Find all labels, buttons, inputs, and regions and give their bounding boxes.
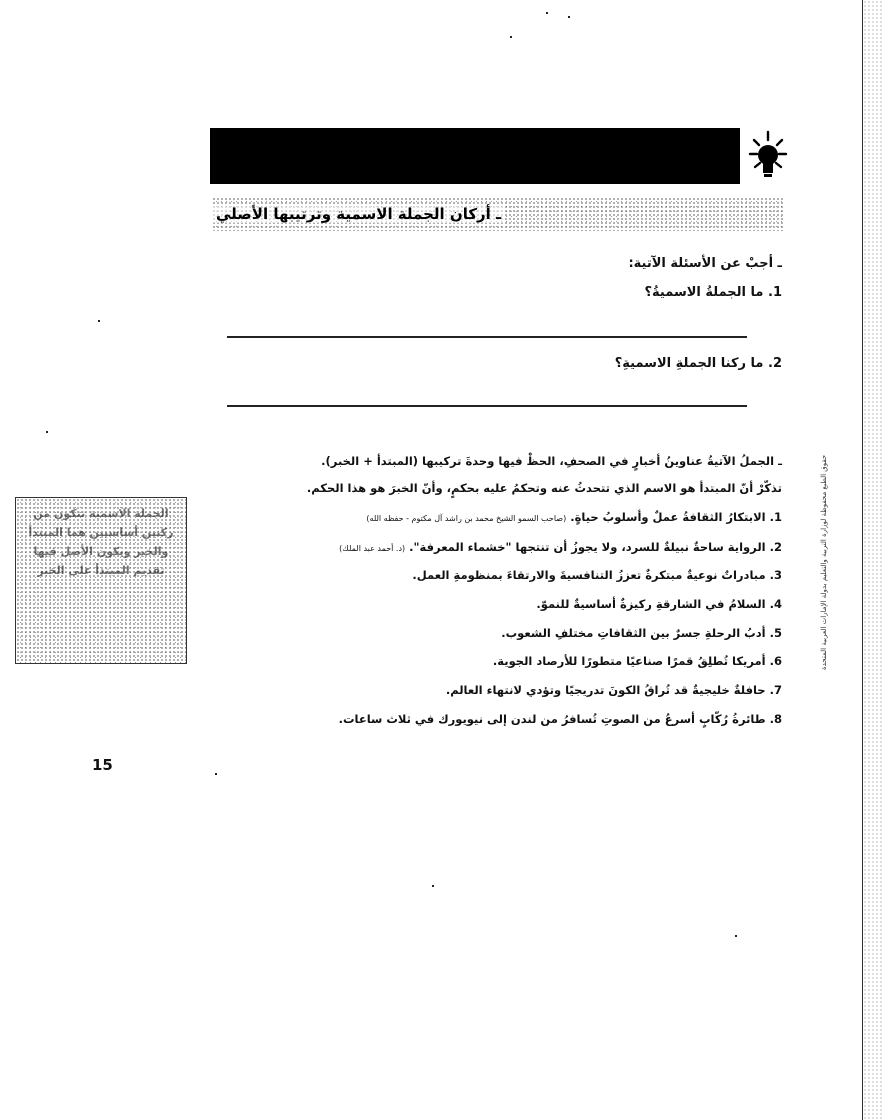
section-title-text: ـ أركان الجملة الاسمية وترتيبها الأصلي [212, 205, 505, 223]
sentence-attribution: (د. أحمد عبد الملك) [339, 544, 406, 553]
sentence-number: 5. [769, 626, 782, 640]
lightbulb-icon [748, 126, 788, 186]
scan-speck [735, 935, 737, 937]
sentence-6 [380, 654, 782, 668]
sentence-number: 2. [769, 540, 782, 554]
spine-text: حقوق الطبع محفوظة لوزارة التربية والتعليم بدولة الإمارات العربية المتحدة [820, 454, 828, 670]
sentence-text: السلامُ في الشارقةِ ركيزةٌ أساسيةٌ للنموّ. [536, 597, 766, 611]
sentence-3 [300, 568, 782, 582]
sentence-5 [400, 626, 782, 640]
intro-line-2 [210, 481, 782, 495]
intro-line-1-text: ـ الجملُ الآتيةُ عناوينُ أخبارٍ في الصحفِ، الحظْ فيها وحدةَ تركيبها (المبتدأ + الخبر). [321, 454, 782, 468]
sentence-2 [210, 540, 782, 554]
question-2 [470, 356, 782, 371]
page-number: 15 [92, 756, 113, 774]
sentence-number: 4. [769, 597, 782, 611]
scan-speck [568, 16, 570, 18]
sentence-number: 8. [769, 712, 782, 726]
sentence-number: 1. [769, 510, 782, 524]
sentence-text: أمريكا تُطلِقُ قمرًا صناعيًا متطورًا للأرصاد الجوية. [492, 654, 766, 668]
question-text: ما ركنا الجملةِ الاسميةِ؟ [614, 356, 764, 371]
header-bar [210, 128, 740, 184]
sentence-text: مبادراتٌ نوعيةٌ مبتكرةٌ تعززُ التنافسيةَ والارتقاءَ بمنظومةِ العمل. [412, 568, 766, 582]
sentence-text: حافلةٌ خليجيةٌ قد تُراقُ الكونَ تدريجيًا وتؤدي لانتهاء العالم. [445, 683, 766, 697]
sentence-attribution: (صاحب السمو الشيخ محمد بن راشد آل مكتوم - حفظه الله) [366, 514, 567, 523]
sentence-7 [330, 683, 782, 697]
sentence-8 [240, 712, 782, 726]
sentence-text: طائرةُ رُكّابٍ أسرعُ من الصوتِ تُسافرُ من لندن إلى نيويورك في ثلاث ساعات. [338, 712, 766, 726]
section-title [212, 197, 784, 231]
sentence-number: 3. [769, 568, 782, 582]
question-number: 1. [768, 285, 782, 300]
side-info-box [15, 497, 187, 664]
page-edge-strip [862, 0, 883, 1120]
sentence-1 [210, 510, 782, 524]
instruction-prompt [470, 256, 782, 271]
sentence-text: الابتكارُ الثقافةُ عملٌ وأسلوبُ حياةٍ. [570, 510, 766, 524]
question-text: ما الجملةُ الاسميةُ؟ [644, 285, 764, 300]
scan-speck [546, 12, 548, 14]
instruction-prompt-text: ـ أجبْ عن الأسئلة الآتية: [628, 256, 782, 271]
question-number: 2. [768, 356, 782, 371]
sentence-text: أدبُ الرحلةِ جسرٌ بين الثقافاتِ مختلفِ الشعوب. [501, 626, 766, 640]
scan-speck [510, 36, 512, 38]
scan-speck [215, 773, 217, 775]
question-1 [470, 285, 782, 300]
scan-speck [46, 431, 48, 433]
scan-speck [432, 885, 434, 887]
sentence-4 [400, 597, 782, 611]
sentence-number: 7. [769, 683, 782, 697]
answer-line-2 [227, 405, 747, 407]
answer-line-1 [227, 336, 747, 338]
scan-speck [98, 320, 100, 322]
intro-line-2-text: تذكّرْ أنّ المبتدأ هو الاسم الذي تتحدثُ عنه وتحكمُ عليه بحكمٍ، وأنّ الخبرَ هو هذا الحكم. [306, 481, 782, 495]
sentence-number: 6. [769, 654, 782, 668]
intro-line-1 [210, 454, 782, 468]
side-info-text: الجملة الاسمية تتكون من ركنين أساسيين هما المبتدأ والخبر ويكون الأصل فيها تقديم المبتدأ على الخبر [28, 507, 174, 577]
sentence-text: الرواية ساحةٌ نبيلةٌ للسرد، ولا يجوزُ أن تنتجها "خشماء المعرفة". [409, 540, 766, 554]
